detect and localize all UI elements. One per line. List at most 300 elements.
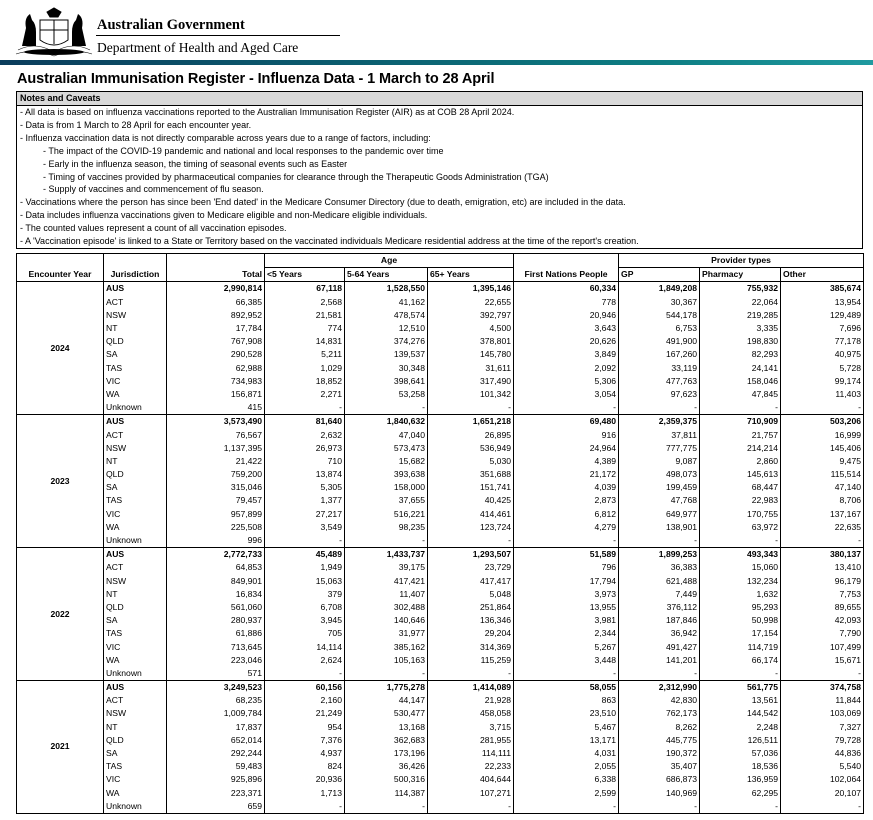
cell-first-nations: 6,812 (514, 508, 619, 521)
cell-age-5-64: 1,528,550 (345, 282, 428, 296)
cell-total: 849,901 (167, 575, 265, 588)
cell-gp: 35,407 (619, 760, 700, 773)
col-header-year: Encounter Year (17, 268, 104, 282)
table-row (17, 375, 864, 388)
cell-pharmacy: 2,860 (700, 455, 781, 468)
cell-jurisdiction: Unknown (104, 800, 167, 814)
cell-jurisdiction: NT (104, 322, 167, 335)
cell-pharmacy: 710,909 (700, 415, 781, 429)
cell-age-5-64: 158,000 (345, 481, 428, 494)
cell-other: 374,758 (781, 681, 864, 695)
cell-first-nations: 2,344 (514, 627, 619, 640)
cell-total: 2,990,814 (167, 282, 265, 296)
table-row (17, 747, 864, 760)
cell-other: 11,844 (781, 694, 864, 707)
table-row (17, 309, 864, 322)
cell-jurisdiction: ACT (104, 428, 167, 441)
cell-age-65plus: 26,895 (428, 428, 514, 441)
cell-age-65plus: 22,655 (428, 296, 514, 309)
cell-under5: - (265, 800, 345, 814)
cell-age-65plus: 1,395,146 (428, 282, 514, 296)
cell-first-nations: 5,306 (514, 375, 619, 388)
cell-other: 380,137 (781, 548, 864, 562)
page-header (0, 0, 873, 60)
table-row (17, 773, 864, 786)
cell-age-5-64: 393,638 (345, 468, 428, 481)
cell-age-65plus: - (428, 401, 514, 415)
cell-total: 315,046 (167, 481, 265, 494)
cell-jurisdiction: WA (104, 654, 167, 667)
cell-other: 15,671 (781, 654, 864, 667)
cell-age-5-64: 173,196 (345, 747, 428, 760)
cell-other: - (781, 401, 864, 415)
cell-first-nations: 58,055 (514, 681, 619, 695)
cell-jurisdiction: VIC (104, 640, 167, 653)
cell-other: 9,475 (781, 455, 864, 468)
cell-under5: 60,156 (265, 681, 345, 695)
department-name: Department of Health and Aged Care (97, 40, 299, 55)
cell-jurisdiction: NSW (104, 575, 167, 588)
cell-total: 225,508 (167, 521, 265, 534)
cell-gp: 498,073 (619, 468, 700, 481)
cell-first-nations: 13,955 (514, 601, 619, 614)
cell-first-nations: 13,171 (514, 734, 619, 747)
cell-pharmacy: 82,293 (700, 348, 781, 361)
cell-other: 40,975 (781, 348, 864, 361)
cell-age-5-64: 37,655 (345, 494, 428, 507)
cell-first-nations: 863 (514, 694, 619, 707)
table-row (17, 681, 864, 695)
age-group-header: Age (265, 254, 514, 268)
cell-pharmacy: 68,447 (700, 481, 781, 494)
provider-group-header: Provider types (619, 254, 864, 268)
cell-age-5-64: 44,147 (345, 694, 428, 707)
cell-total: 957,899 (167, 508, 265, 521)
cell-pharmacy: 3,335 (700, 322, 781, 335)
cell-pharmacy: - (700, 800, 781, 814)
cell-jurisdiction: WA (104, 787, 167, 800)
cell-pharmacy: 22,064 (700, 296, 781, 309)
cell-age-65plus: - (428, 667, 514, 681)
cell-pharmacy: 18,536 (700, 760, 781, 773)
cell-age-65plus: 251,864 (428, 601, 514, 614)
cell-jurisdiction: AUS (104, 282, 167, 296)
cell-age-5-64: 36,426 (345, 760, 428, 773)
cell-age-5-64: 516,221 (345, 508, 428, 521)
cell-jurisdiction: NT (104, 455, 167, 468)
note-item: - The impact of the COVID-19 pandemic and national and local responses to the pandemic over time (43, 145, 444, 156)
cell-jurisdiction: NSW (104, 442, 167, 455)
cell-other: 89,655 (781, 601, 864, 614)
cell-other: - (781, 534, 864, 548)
cell-age-5-64: 39,175 (345, 561, 428, 574)
cell-age-5-64: 302,488 (345, 601, 428, 614)
cell-age-65plus: 392,797 (428, 309, 514, 322)
cell-first-nations: 2,055 (514, 760, 619, 773)
cell-under5: 67,118 (265, 282, 345, 296)
cell-first-nations: 60,334 (514, 282, 619, 296)
cell-under5: 954 (265, 721, 345, 734)
cell-pharmacy: 214,214 (700, 442, 781, 455)
cell-under5: 3,549 (265, 521, 345, 534)
cell-first-nations: - (514, 534, 619, 548)
cell-gp: 477,763 (619, 375, 700, 388)
cell-total: 1,009,784 (167, 707, 265, 720)
cell-total: 1,137,395 (167, 442, 265, 455)
cell-other: 11,403 (781, 388, 864, 401)
cell-other: 503,206 (781, 415, 864, 429)
header-divider (96, 35, 340, 36)
cell-total: 292,244 (167, 747, 265, 760)
cell-jurisdiction: SA (104, 348, 167, 361)
cell-first-nations: 51,589 (514, 548, 619, 562)
cell-pharmacy: 17,154 (700, 627, 781, 640)
group-header-row (17, 254, 864, 268)
report-title: Australian Immunisation Register - Influenza Data - 1 March to 28 April (17, 71, 495, 87)
cell-gp: 36,383 (619, 561, 700, 574)
table-row (17, 721, 864, 734)
cell-age-5-64: 385,162 (345, 640, 428, 653)
cell-gp: 6,753 (619, 322, 700, 335)
cell-pharmacy: 158,046 (700, 375, 781, 388)
cell-under5: 13,874 (265, 468, 345, 481)
cell-gp: 2,359,375 (619, 415, 700, 429)
cell-pharmacy: 15,060 (700, 561, 781, 574)
cell-other: - (781, 667, 864, 681)
notes-list (17, 106, 862, 248)
cell-jurisdiction: Unknown (104, 401, 167, 415)
cell-total: 652,014 (167, 734, 265, 747)
cell-jurisdiction: SA (104, 614, 167, 627)
cell-gp: 47,768 (619, 494, 700, 507)
col-header-65plus: 65+ Years (428, 268, 514, 282)
cell-age-5-64: 30,348 (345, 362, 428, 375)
cell-pharmacy: - (700, 401, 781, 415)
col-header-first-nations: First Nations People (514, 268, 619, 282)
cell-age-5-64: 417,421 (345, 575, 428, 588)
cell-under5: 14,831 (265, 335, 345, 348)
cell-age-5-64: 362,683 (345, 734, 428, 747)
table-body (17, 282, 864, 814)
cell-first-nations: 3,054 (514, 388, 619, 401)
cell-gp: 686,873 (619, 773, 700, 786)
cell-pharmacy: - (700, 667, 781, 681)
cell-total: 2,772,733 (167, 548, 265, 562)
cell-pharmacy: 24,141 (700, 362, 781, 375)
cell-first-nations: 3,981 (514, 614, 619, 627)
col-header-pharmacy: Pharmacy (700, 268, 781, 282)
cell-age-65plus: 21,928 (428, 694, 514, 707)
cell-under5: 5,211 (265, 348, 345, 361)
column-header-row (17, 268, 864, 282)
cell-first-nations: 20,626 (514, 335, 619, 348)
cell-total: 996 (167, 534, 265, 548)
cell-first-nations: 6,338 (514, 773, 619, 786)
cell-under5: 2,624 (265, 654, 345, 667)
cell-first-nations: - (514, 401, 619, 415)
table-row (17, 548, 864, 562)
cell-other: 129,489 (781, 309, 864, 322)
table-row (17, 442, 864, 455)
cell-other: 145,406 (781, 442, 864, 455)
cell-age-65plus: 458,058 (428, 707, 514, 720)
cell-pharmacy: - (700, 534, 781, 548)
cell-other: 137,167 (781, 508, 864, 521)
cell-total: 17,837 (167, 721, 265, 734)
cell-gp: 376,112 (619, 601, 700, 614)
cell-pharmacy: 198,830 (700, 335, 781, 348)
cell-gp: 1,849,208 (619, 282, 700, 296)
cell-other: 107,499 (781, 640, 864, 653)
table-row (17, 707, 864, 720)
cell-first-nations: 2,599 (514, 787, 619, 800)
cell-first-nations: 4,279 (514, 521, 619, 534)
cell-gp: 445,775 (619, 734, 700, 747)
cell-age-65plus: 4,500 (428, 322, 514, 335)
cell-jurisdiction: VIC (104, 773, 167, 786)
cell-total: 3,249,523 (167, 681, 265, 695)
cell-jurisdiction: SA (104, 481, 167, 494)
cell-under5: 27,217 (265, 508, 345, 521)
cell-total: 223,046 (167, 654, 265, 667)
table-row (17, 534, 864, 548)
cell-age-65plus: 317,490 (428, 375, 514, 388)
cell-age-5-64: 573,473 (345, 442, 428, 455)
table-row (17, 601, 864, 614)
cell-total: 759,200 (167, 468, 265, 481)
note-item: - Vaccinations where the person has since been 'End dated' in the Medicare Consumer Directory (due to death, emigration, etc) are included in the data. (20, 197, 626, 208)
cell-other: 44,836 (781, 747, 864, 760)
cell-under5: - (265, 534, 345, 548)
cell-first-nations: 23,510 (514, 707, 619, 720)
cell-age-5-64: - (345, 667, 428, 681)
cell-pharmacy: 47,845 (700, 388, 781, 401)
cell-first-nations: - (514, 800, 619, 814)
cell-total: 66,385 (167, 296, 265, 309)
table-row (17, 468, 864, 481)
cell-other: 102,064 (781, 773, 864, 786)
cell-age-5-64: 139,537 (345, 348, 428, 361)
cell-under5: 26,973 (265, 442, 345, 455)
cell-total: 561,060 (167, 601, 265, 614)
cell-first-nations: 4,031 (514, 747, 619, 760)
cell-age-65plus: 40,425 (428, 494, 514, 507)
note-item: - Supply of vaccines and commencement of flu season. (43, 184, 264, 195)
cell-total: 892,952 (167, 309, 265, 322)
cell-age-5-64: 11,407 (345, 588, 428, 601)
cell-total: 925,896 (167, 773, 265, 786)
cell-pharmacy: 170,755 (700, 508, 781, 521)
cell-other: 8,706 (781, 494, 864, 507)
cell-gp: - (619, 667, 700, 681)
encounter-year-cell: 2022 (17, 548, 104, 681)
cell-jurisdiction: TAS (104, 627, 167, 640)
cell-pharmacy: 144,542 (700, 707, 781, 720)
encounter-year-cell: 2021 (17, 681, 104, 814)
cell-under5: 2,632 (265, 428, 345, 441)
cell-other: - (781, 800, 864, 814)
cell-age-5-64: 105,163 (345, 654, 428, 667)
cell-total: 21,422 (167, 455, 265, 468)
cell-under5: 379 (265, 588, 345, 601)
cell-jurisdiction: NT (104, 588, 167, 601)
table-row (17, 335, 864, 348)
cell-under5: 15,063 (265, 575, 345, 588)
cell-age-65plus: 31,611 (428, 362, 514, 375)
cell-jurisdiction: AUS (104, 415, 167, 429)
cell-gp: 167,260 (619, 348, 700, 361)
cell-other: 77,178 (781, 335, 864, 348)
cell-other: 7,327 (781, 721, 864, 734)
cell-age-65plus: 314,369 (428, 640, 514, 653)
cell-jurisdiction: WA (104, 388, 167, 401)
cell-gp: 9,087 (619, 455, 700, 468)
cell-age-65plus: 378,801 (428, 335, 514, 348)
cell-age-5-64: 47,040 (345, 428, 428, 441)
cell-age-65plus: 404,644 (428, 773, 514, 786)
cell-jurisdiction: NSW (104, 707, 167, 720)
col-header-other: Other (781, 268, 864, 282)
table-row (17, 494, 864, 507)
cell-age-65plus: 114,111 (428, 747, 514, 760)
cell-pharmacy: 126,511 (700, 734, 781, 747)
cell-gp: 30,367 (619, 296, 700, 309)
cell-other: 7,696 (781, 322, 864, 335)
cell-first-nations: 4,039 (514, 481, 619, 494)
cell-age-5-64: 500,316 (345, 773, 428, 786)
cell-age-65plus: 351,688 (428, 468, 514, 481)
table-row (17, 734, 864, 747)
cell-first-nations: 778 (514, 296, 619, 309)
table-row (17, 348, 864, 361)
cell-other: 79,728 (781, 734, 864, 747)
cell-jurisdiction: ACT (104, 694, 167, 707)
table-row (17, 800, 864, 814)
cell-under5: 6,708 (265, 601, 345, 614)
cell-other: 7,790 (781, 627, 864, 640)
cell-pharmacy: 219,285 (700, 309, 781, 322)
table-row (17, 481, 864, 494)
table-row (17, 654, 864, 667)
cell-under5: 1,377 (265, 494, 345, 507)
cell-jurisdiction: QLD (104, 601, 167, 614)
cell-age-5-64: 114,387 (345, 787, 428, 800)
cell-pharmacy: 21,757 (700, 428, 781, 441)
cell-pharmacy: 132,234 (700, 575, 781, 588)
cell-jurisdiction: TAS (104, 362, 167, 375)
table-row (17, 787, 864, 800)
cell-pharmacy: 66,174 (700, 654, 781, 667)
table-row (17, 415, 864, 429)
table-row (17, 282, 864, 296)
cell-pharmacy: 114,719 (700, 640, 781, 653)
cell-jurisdiction: ACT (104, 296, 167, 309)
cell-age-65plus: 1,414,089 (428, 681, 514, 695)
cell-pharmacy: 95,293 (700, 601, 781, 614)
cell-gp: 8,262 (619, 721, 700, 734)
col-header-gp: GP (619, 268, 700, 282)
cell-other: 99,174 (781, 375, 864, 388)
cell-gp: 187,846 (619, 614, 700, 627)
cell-age-5-64: 398,641 (345, 375, 428, 388)
cell-pharmacy: 22,983 (700, 494, 781, 507)
cell-age-65plus: 22,233 (428, 760, 514, 773)
cell-gp: 33,119 (619, 362, 700, 375)
cell-under5: - (265, 667, 345, 681)
cell-pharmacy: 145,613 (700, 468, 781, 481)
cell-first-nations: 5,267 (514, 640, 619, 653)
cell-other: 22,635 (781, 521, 864, 534)
cell-pharmacy: 493,343 (700, 548, 781, 562)
cell-other: 7,753 (781, 588, 864, 601)
cell-age-65plus: 151,741 (428, 481, 514, 494)
cell-gp: 199,459 (619, 481, 700, 494)
cell-jurisdiction: WA (104, 521, 167, 534)
cell-jurisdiction: TAS (104, 494, 167, 507)
cell-age-5-64: 1,775,278 (345, 681, 428, 695)
cell-gp: 621,488 (619, 575, 700, 588)
cell-other: 47,140 (781, 481, 864, 494)
cell-gp: 36,942 (619, 627, 700, 640)
table-row (17, 455, 864, 468)
cell-age-5-64: 31,977 (345, 627, 428, 640)
col-header-total: Total (167, 268, 265, 282)
cell-total: 3,573,490 (167, 415, 265, 429)
cell-gp: 777,775 (619, 442, 700, 455)
cell-under5: 21,249 (265, 707, 345, 720)
cell-age-5-64: - (345, 534, 428, 548)
cell-age-5-64: - (345, 401, 428, 415)
cell-age-65plus: 115,259 (428, 654, 514, 667)
cell-total: 61,886 (167, 627, 265, 640)
cell-total: 223,371 (167, 787, 265, 800)
cell-age-65plus: 1,651,218 (428, 415, 514, 429)
cell-pharmacy: 136,959 (700, 773, 781, 786)
encounter-year-cell: 2024 (17, 282, 104, 415)
cell-other: 103,069 (781, 707, 864, 720)
cell-other: 96,179 (781, 575, 864, 588)
cell-first-nations: 21,172 (514, 468, 619, 481)
table-row (17, 694, 864, 707)
cell-gp: 762,173 (619, 707, 700, 720)
cell-age-65plus: 29,204 (428, 627, 514, 640)
cell-total: 734,983 (167, 375, 265, 388)
cell-other: 20,107 (781, 787, 864, 800)
table-row (17, 760, 864, 773)
cell-jurisdiction: Unknown (104, 667, 167, 681)
cell-first-nations: 20,946 (514, 309, 619, 322)
cell-gp: 138,901 (619, 521, 700, 534)
table-row (17, 667, 864, 681)
cell-total: 68,235 (167, 694, 265, 707)
cell-gp: - (619, 800, 700, 814)
cell-gp: 491,900 (619, 335, 700, 348)
cell-under5: 21,581 (265, 309, 345, 322)
cell-gp: 1,899,253 (619, 548, 700, 562)
cell-under5: 18,852 (265, 375, 345, 388)
cell-total: 64,853 (167, 561, 265, 574)
cell-total: 415 (167, 401, 265, 415)
cell-total: 280,937 (167, 614, 265, 627)
cell-under5: 2,160 (265, 694, 345, 707)
cell-gp: 141,201 (619, 654, 700, 667)
cell-total: 76,567 (167, 428, 265, 441)
cell-total: 79,457 (167, 494, 265, 507)
table-row (17, 640, 864, 653)
cell-under5: 3,945 (265, 614, 345, 627)
cell-age-5-64: 1,433,737 (345, 548, 428, 562)
cell-first-nations: 916 (514, 428, 619, 441)
